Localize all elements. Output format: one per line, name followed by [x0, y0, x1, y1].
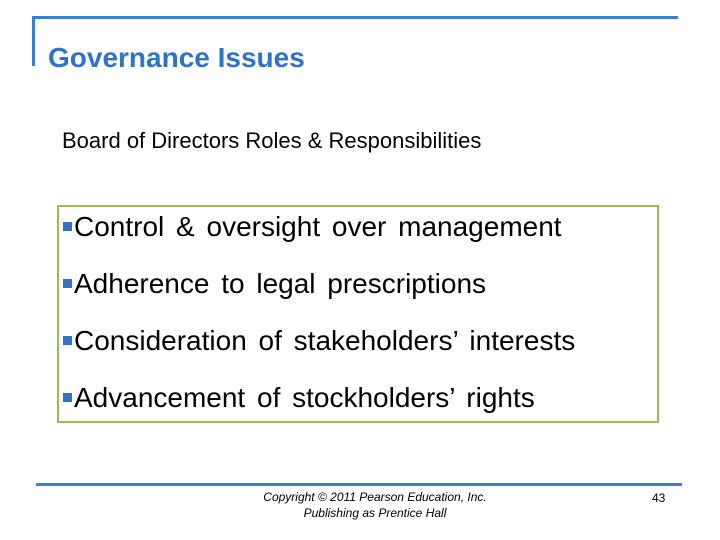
footer-line-1: Copyright © 2011 Pearson Education, Inc. [263, 490, 487, 504]
page-number: 43 [652, 491, 666, 505]
square-bullet-icon [63, 222, 72, 231]
bullet-box [57, 205, 659, 423]
footer-copyright [220, 489, 530, 521]
bullet-text: Adherence to legal prescriptions [74, 268, 487, 299]
bullet-item [63, 268, 486, 300]
bullet-text: Consideration of stakeholders’ interests [74, 325, 576, 356]
left-accent-line [32, 16, 35, 66]
slide-subtitle: Board of Directors Roles & Responsibilities [62, 128, 482, 153]
bullet-item [63, 325, 575, 357]
slide-title: Governance Issues [48, 42, 305, 73]
footer-line-2: Publishing as Prentice Hall [303, 506, 447, 520]
square-bullet-icon [63, 279, 72, 288]
bullet-text: Control & oversight over management [74, 211, 562, 242]
bullet-item [63, 211, 562, 243]
square-bullet-icon [63, 393, 72, 402]
footer-line [36, 483, 682, 486]
bullet-text: Advancement of stockholders’ rights [74, 382, 535, 413]
top-accent-line [32, 16, 678, 19]
square-bullet-icon [63, 336, 72, 345]
bullet-item [63, 382, 535, 414]
